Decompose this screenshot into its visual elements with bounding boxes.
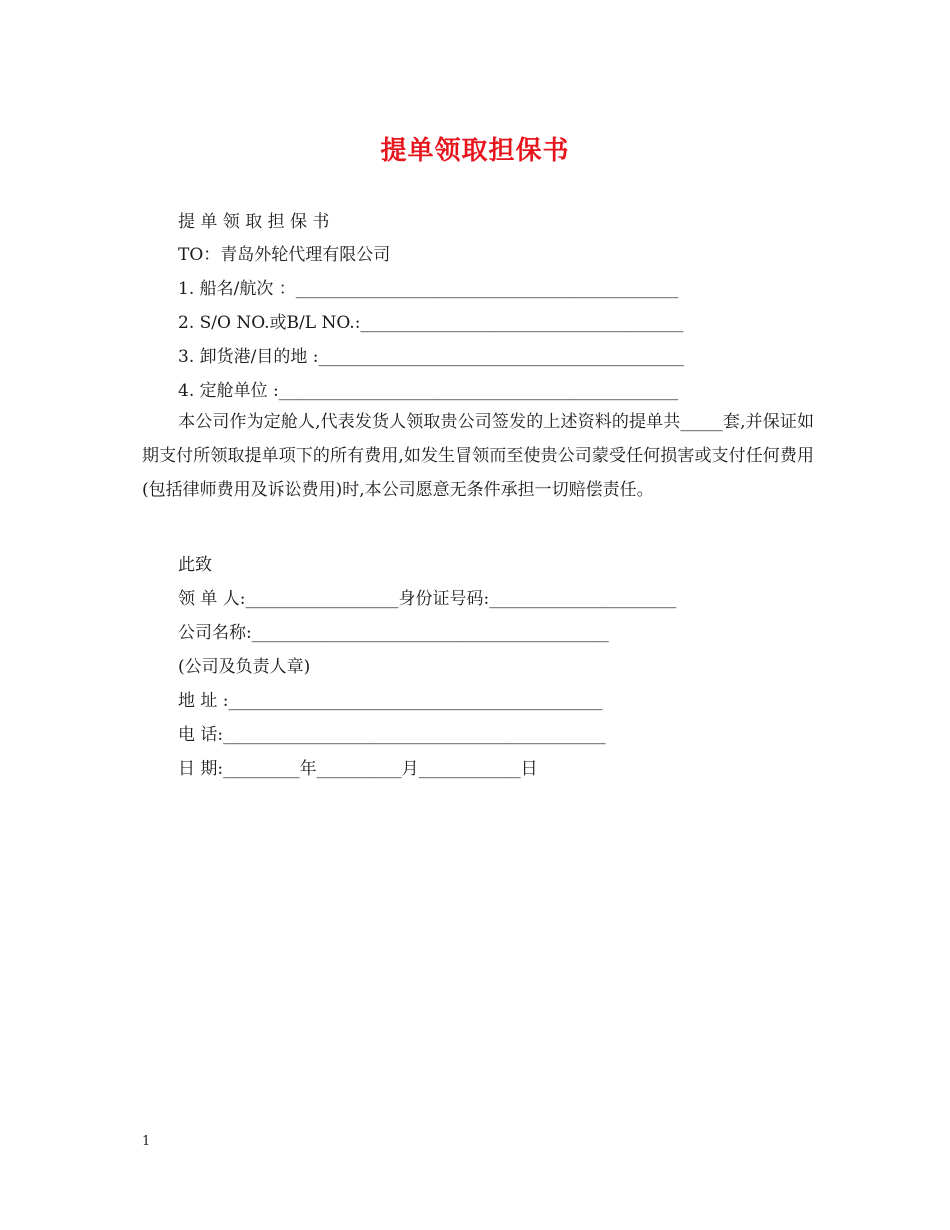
item-booking-party: 4. 定舱单位 :_______________________________________________ [178, 381, 679, 401]
document-heading: 提 单 领 取 担 保 书 [178, 212, 330, 232]
item-so-bl-number: 2. S/O NO.或B/L NO.:______________________________________ [178, 313, 684, 333]
field-address: 地 址 :____________________________________________ [178, 691, 603, 711]
field-date: 日 期:_________年__________月____________日 [178, 759, 538, 779]
field-receiver-id: 领 单 人:__________________身份证号码:______________________ [178, 589, 677, 609]
field-phone: 电 话:_____________________________________________ [178, 725, 606, 745]
addressee-line: TO：青岛外轮代理有限公司 [178, 245, 391, 265]
document-title: 提单领取担保书 [380, 136, 570, 166]
field-company-name: 公司名称:__________________________________________ [178, 623, 609, 643]
item-vessel-voyage: 1. 船名/航次 ：_____________________________________________ [178, 279, 679, 299]
guarantee-paragraph [142, 405, 814, 507]
closing-line: 此致 [178, 555, 212, 575]
page-number: 1 [142, 1134, 151, 1149]
item-discharge-port: 3. 卸货港/目的地 :___________________________________________ [178, 347, 684, 367]
guarantee-paragraph-text: 本公司作为定舱人,代表发货人领取贵公司签发的上述资料的提单共_____套,并保证如期支付所领取提单项下的所有费用,如发生冒领而至使贵公司蒙受任何损害或支付任何费用(包括律师费用及诉讼费用)时,本公司愿意无条件承担一切赔偿责任。 [142, 412, 814, 500]
field-company-seal: (公司及负责人章) [178, 657, 311, 677]
